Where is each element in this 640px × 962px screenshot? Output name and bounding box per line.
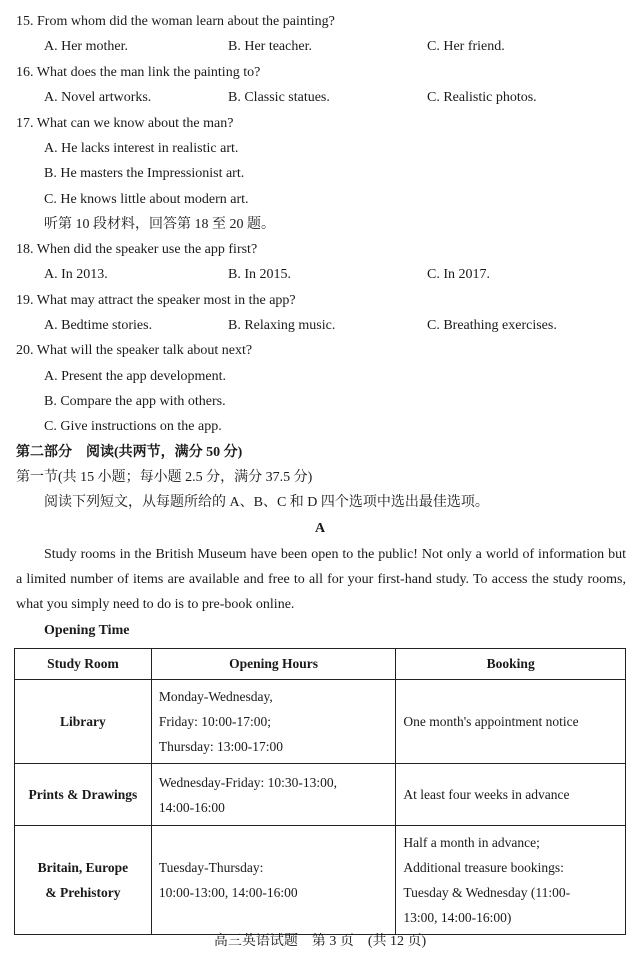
header-study-room: Study Room — [15, 649, 152, 680]
header-opening-hours: Opening Hours — [151, 649, 396, 680]
q19-option-c: C. Breathing exercises. — [427, 318, 557, 333]
q16-option-a: A. Novel artworks. — [44, 90, 152, 105]
q20-option-a: A. Present the app development. — [44, 369, 226, 384]
prints-hours — [151, 764, 396, 826]
hours-line: Friday: 10:00-17:00; — [158, 714, 271, 729]
q17-option-a: A. He lacks interest in realistic art. — [44, 141, 239, 156]
listening-instruction: 听第 10 段材料，回答第 18 至 20 题。 — [44, 217, 275, 232]
room-line: Britain, Europe — [37, 860, 129, 875]
page-footer: 高三英语试题 第 3 页 (共 12 页) — [213, 934, 427, 949]
booking-line: Additional treasure bookings: — [403, 860, 564, 875]
britain-hours — [151, 826, 396, 935]
question-15: 15. From whom did the woman learn about the painting? — [16, 14, 335, 29]
q20-option-c: C. Give instructions on the app. — [44, 419, 222, 434]
hours-line: Thursday: 13:00-17:00 — [158, 739, 283, 754]
q17-option-b: B. He masters the Impressionist art. — [44, 166, 245, 181]
q20-option-b: B. Compare the app with others. — [44, 394, 226, 409]
booking-line: Half a month in advance; — [403, 835, 540, 850]
q17-option-c: C. He knows little about modern art. — [44, 192, 249, 207]
q15-option-b: B. Her teacher. — [228, 39, 312, 54]
q18-option-a: A. In 2013. — [44, 267, 108, 282]
hours-line: 14:00-16:00 — [158, 799, 225, 815]
q18-option-c: C. In 2017. — [427, 267, 490, 282]
britain-booking — [396, 826, 626, 935]
q16-option-b: B. Classic statues. — [228, 90, 330, 105]
header-booking: Booking — [396, 649, 626, 680]
part2-heading: 第二部分 阅读(共两节，满分 50 分) — [16, 445, 243, 460]
passage-paragraph: Study rooms in the British Museum have been open to the public! Not only a world of information but a limited number of items are available and free to all for your first-hand study. To access the study rooms, what you simply need to do is to pre-book online. — [16, 547, 626, 612]
passage-letter: A — [314, 521, 326, 536]
hours-line: Tuesday-Thursday: — [158, 860, 264, 875]
booking-line: At least four weeks in advance — [403, 787, 570, 802]
booking-line: Tuesday & Wednesday (11:00- — [403, 885, 571, 900]
question-16: 16. What does the man link the painting to? — [16, 65, 261, 80]
room-library: Library — [15, 680, 152, 764]
room-britain-europe-prehistory — [15, 826, 152, 935]
q15-option-a: A. Her mother. — [44, 39, 128, 54]
prints-booking — [396, 764, 626, 826]
library-hours — [151, 680, 396, 764]
library-booking — [396, 680, 626, 764]
hours-line: Monday-Wednesday, — [158, 689, 273, 704]
booking-line: One month's appointment notice — [403, 714, 579, 729]
table-row — [15, 764, 626, 826]
hours-line: Wednesday-Friday: 10:30-13:00, — [158, 774, 337, 790]
table-header-row — [15, 649, 626, 680]
section1-heading: 第一节(共 15 小题；每小题 2.5 分，满分 37.5 分) — [16, 470, 313, 485]
table-title: Opening Time — [44, 623, 130, 638]
question-19: 19. What may attract the speaker most in the app? — [16, 293, 296, 308]
hours-line: 10:00-13:00, 14:00-16:00 — [158, 885, 298, 900]
q19-option-a: A. Bedtime stories. — [44, 318, 153, 333]
room-line: & Prehistory — [45, 885, 121, 900]
question-20: 20. What will the speaker talk about next? — [16, 343, 253, 358]
reading-instruction: 阅读下列短文，从每题所给的 A、B、C 和 D 四个选项中选出最佳选项。 — [44, 495, 489, 510]
q15-option-c: C. Her friend. — [427, 39, 505, 54]
question-17: 17. What can we know about the man? — [16, 116, 234, 131]
q16-option-c: C. Realistic photos. — [427, 90, 537, 105]
table-row — [15, 826, 626, 935]
booking-line: 13:00, 14:00-16:00) — [403, 910, 512, 925]
q18-option-b: B. In 2015. — [228, 267, 291, 282]
room-prints-drawings: Prints & Drawings — [15, 764, 152, 826]
q19-option-b: B. Relaxing music. — [228, 318, 336, 333]
question-18: 18. When did the speaker use the app first? — [16, 242, 258, 257]
table-row — [15, 680, 626, 764]
opening-time-table — [14, 648, 626, 935]
